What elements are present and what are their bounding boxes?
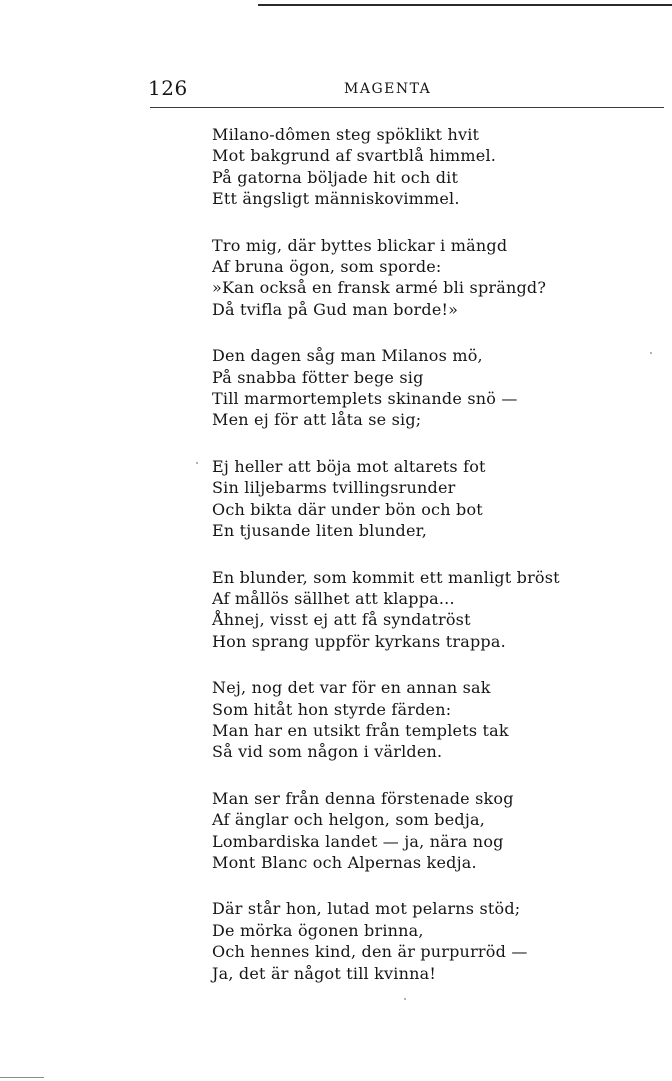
verse-line: Då tvifla på Gud man borde!» xyxy=(212,299,459,319)
verse-line: Af änglar och helgon, som bedja, xyxy=(212,810,486,830)
verse-line: Och hennes kind, den är purpurröd — xyxy=(212,942,528,962)
verse-line: Så vid som någon i världen. xyxy=(212,742,443,762)
verse-line: Där står hon, lutad mot pelarns stöd; xyxy=(212,899,521,919)
stanza xyxy=(212,677,652,763)
verse-line: Och bikta där under bön och bot xyxy=(212,499,483,519)
verse-line: Men ej för att låta se sig; xyxy=(212,410,422,430)
verse-line: Af bruna ögon, som sporde: xyxy=(212,257,442,277)
verse-line: Åhnej, visst ej att få syndatröst xyxy=(212,610,471,630)
verse-line: Milano-dômen steg spöklikt hvit xyxy=(212,125,480,144)
verse-line: En tjusande liten blunder, xyxy=(212,521,427,541)
verse-line: Ett ängsligt människovimmel. xyxy=(212,189,460,209)
stanza xyxy=(212,788,652,874)
verse-line: Lombardiska landet — ja, nära nog xyxy=(212,831,504,851)
scan-edge-mark xyxy=(0,1077,44,1078)
verse-line: Mot bakgrund af svartblå himmel. xyxy=(212,146,497,166)
header-rule xyxy=(150,107,664,108)
running-title: MAGENTA xyxy=(344,81,432,97)
verse-line: Man ser från denna förstenade skog xyxy=(212,788,514,808)
verse-line: Man har en utsikt från templets tak xyxy=(212,720,509,740)
verse-line: På gatorna böljade hit och dit xyxy=(212,167,459,187)
verse-line: Som hitåt hon styrde färden: xyxy=(212,699,452,719)
verse-line: Tro mig, där byttes blickar i mängd xyxy=(212,235,508,255)
page-number: 126 xyxy=(148,76,188,100)
stanza xyxy=(212,898,652,984)
verse-line: Den dagen såg man Milanos mö, xyxy=(212,346,483,366)
verse-line: Af mållös sällhet att klappa... xyxy=(212,588,455,608)
stanza xyxy=(212,124,652,210)
paper-speck xyxy=(650,352,652,354)
verse-line: Ja, det är något till kvinna! xyxy=(212,963,436,983)
verse-line: Mont Blanc och Alpernas kedja. xyxy=(212,852,477,872)
page-header xyxy=(148,76,666,106)
verse-line: »Kan också en fransk armé bli sprängd? xyxy=(212,278,547,298)
stanza xyxy=(212,456,652,542)
verse-line: Hon sprang uppför kyrkans trappa. xyxy=(212,631,506,651)
top-edge-rule xyxy=(258,4,672,6)
stanza xyxy=(212,567,652,653)
verse-line: Nej, nog det var för en annan sak xyxy=(212,678,491,698)
verse-line: Till marmortemplets skinande snö — xyxy=(212,389,518,409)
paper-speck xyxy=(404,998,406,1000)
verse-line: En blunder, som kommit ett manligt bröst xyxy=(212,567,560,587)
verse-line: De mörka ögonen brinna, xyxy=(212,920,424,940)
verse-line: Ej heller att böja mot altarets fot xyxy=(212,456,486,476)
verse-line: Sin liljebarms tvillingsrunder xyxy=(212,478,456,498)
verse-line: På snabba fötter bege sig xyxy=(212,367,424,387)
poem xyxy=(212,124,652,1009)
stanza xyxy=(212,235,652,321)
paper-speck xyxy=(196,462,198,464)
stanza xyxy=(212,345,652,431)
